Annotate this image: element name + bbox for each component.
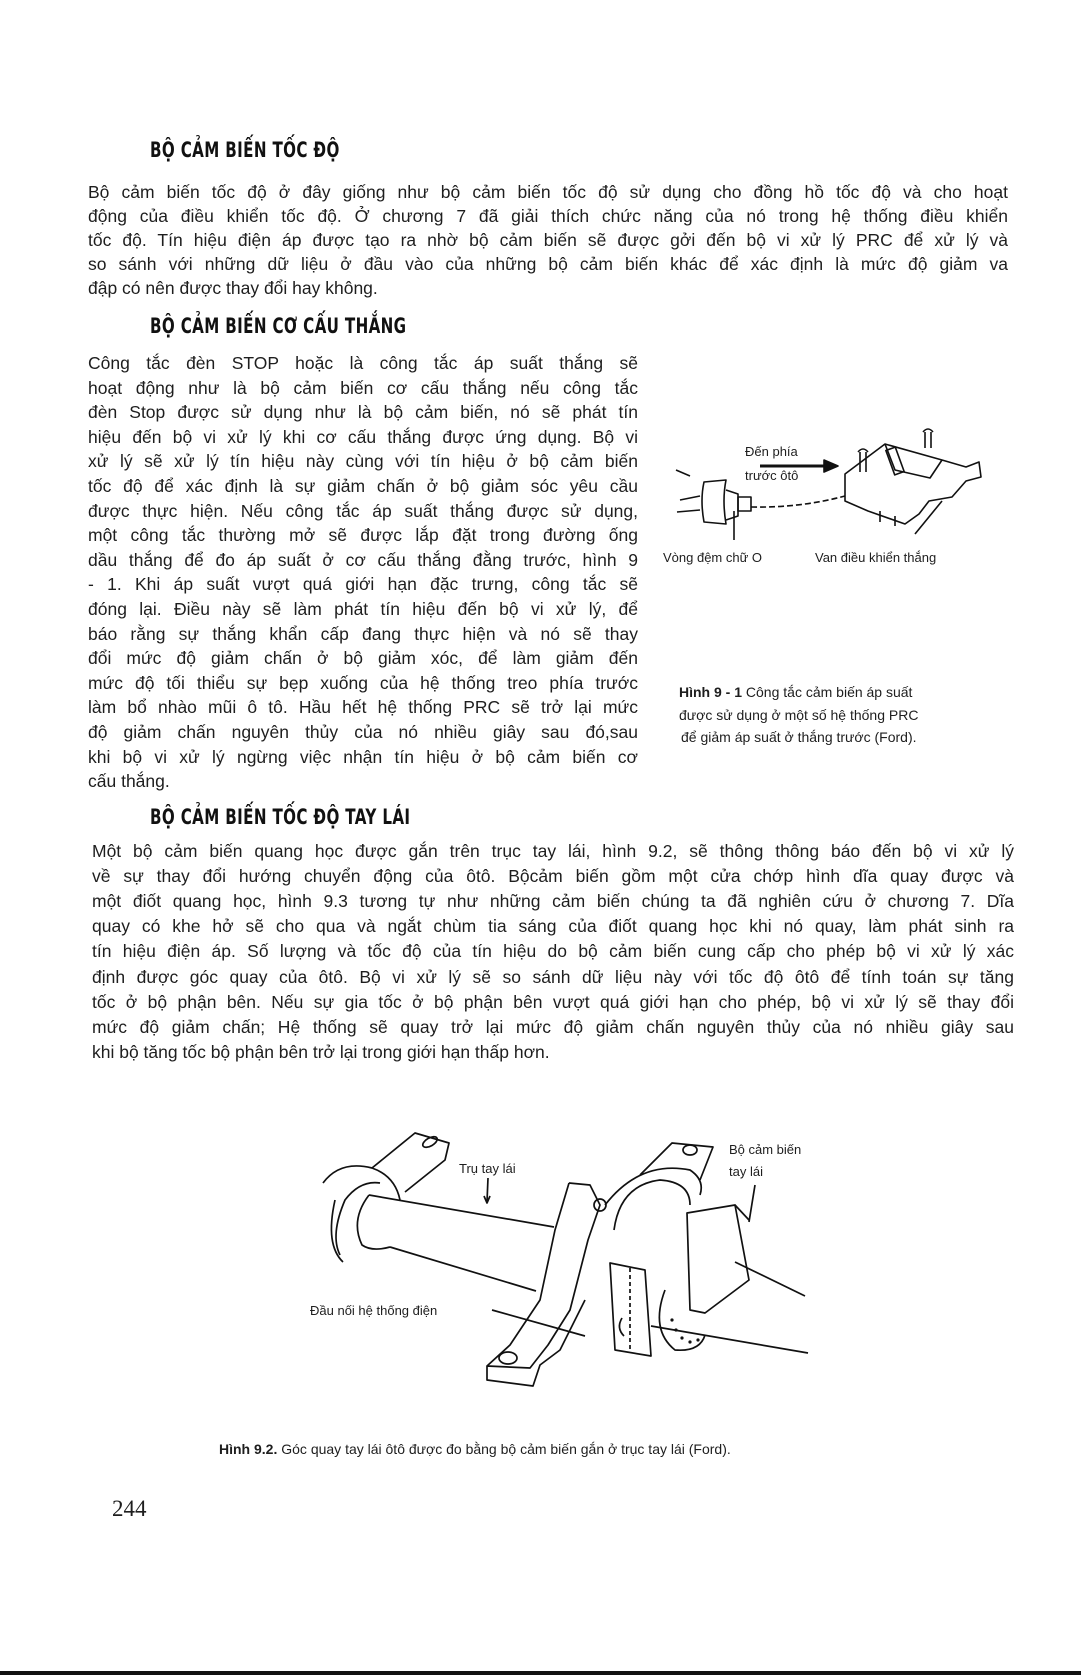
figure-9-1-brake-valve-drawing [676,429,981,540]
figure-9-2-label-column: Trụ tay lái [459,1161,516,1176]
text-line: về sự thay đổi hướng chuyển động của ôtô. Bộcảm biến gồm một cửa chớp hình dĩa quay được và [92,866,1014,887]
figure-9-2-caption [219,1438,731,1460]
text-line: đóng lại. Điều này sẽ làm phát tín hiệu đến bộ vi xử lý, để [88,599,638,619]
text-line: dầu thắng để đo áp suất ở cơ cấu thắng đằng trước, hình 9 [88,549,638,570]
figure-9-1-caption-number: Hình 9 - 1 [679,684,743,700]
text-line: đập có nên được thay đổi hay không. [88,278,378,298]
text-line: định được góc quay của ôtô. Bộ vi xử lý sẽ so sánh dữ liệu này với tốc độ ôtô để tính toán sự tăng [92,966,1014,987]
text-line: tốc độ để xác định là sự giảm chấn ở bộ giảm sóc yêu cầu [88,476,638,496]
text-line: một điốt quang học, hình 9.3 tương tự như những cảm biến chúng ta đã nghiên cứu ở chương 7. Dĩa [92,891,1014,912]
text-line: động của điều khiển tốc độ. Ở chương 7 đã giải thích chức năng của nó trong hệ thống điều khiển [88,206,1008,226]
text-line: hoạt động như là bộ cảm biến cơ cấu thắng nếu công tắc [88,377,638,398]
text-line: mức độ tối thiểu sự bẹp xuống của hệ thống treo phía trước [88,672,638,693]
scan-bottom-border [0,1671,1081,1675]
figure-9-2-label-sensor-line1: Bộ cảm biến [729,1142,802,1157]
text-line: đổi mức độ giảm chấn ở bộ giảm xóc, để làm giảm đến [88,648,638,669]
text-line: đèn Stop được sử dụng như là bộ cảm biến, nó sẽ phát tín [88,402,638,423]
text-line: độ giảm chấn nguyên thủy của nó nhiều giây sau đó,sau [88,722,638,742]
page-number: 244 [112,1496,147,1521]
text-line: làm bổ nhào mũi ô tô. Hầu hết hệ thống PRC sẽ trở lại mức [88,697,638,718]
figure-9-2-label-connector: Đầu nối hệ thống điện [310,1303,438,1318]
text-line: - 1. Khi áp suất vượt quá giới hạn đặc trưng, công tắc sẽ [88,574,638,595]
figure-9-1-caption-text: Công tắc cảm biến áp suất [742,684,913,700]
text-line: Một bộ cảm biến quang học được gắn trên trục tay lái, hình 9.2, sẽ thông thông báo đến bộ vi xử lý [92,841,1014,861]
text-line: cấu thắng. [88,771,170,792]
text-line: khi bộ vi xử lý ngừng việc nhận tín hiệu ở bộ cảm biến cơ [88,746,638,767]
text-line: so sánh với những dữ liệu ở đầu vào của những bộ cảm biến khác để xác định là mức độ giảm va [88,254,1008,274]
text-line: một công tắc thường mở sẽ được lắp đặt trong đường ống [88,525,638,546]
figure-9-1-arrow-label-line2: trước ôtô [745,468,799,483]
text-line: tốc độ. Tín hiệu điện áp được tạo ra nhờ bộ cảm biến sẽ được gởi đến bộ vi xử lý PRC để xử lý và [88,230,1008,250]
text-line: tốc ở bộ phận bên. Nếu sự gia tốc ở bộ phận bên vượt quá giới hạn cho phép, bộ vi xử lý sẽ thay đổi [92,991,1014,1012]
figure-9-2-caption-text: Góc quay tay lái ôtô được đo bằng bộ cảm biến gắn ở trục tay lái (Ford). [277,1441,731,1457]
figure-9-1-label-o-ring: Vòng đệm chữ O [663,550,763,565]
section-heading-speed-sensor: BỘ CẢM BIẾN TỐC ĐỘ [150,138,340,162]
text-line: khi bộ tăng tốc bộ phận bên trở lại trong giới hạn thấp hơn. [92,1041,550,1062]
text-line: mức độ giảm chấn; Hệ thống sẽ quay trở lại mức độ giảm chấn nguyên thủy của nó nhiều giây sau [92,1016,1014,1037]
text-line: báo rằng sự thắng khẩn cấp đang thực hiện và nó sẽ thay [88,623,638,644]
figure-9-1-caption-line3: để giảm áp suất ở thắng trước (Ford). [681,729,917,745]
figure-9-2-label-sensor-line2: tay lái [729,1164,763,1179]
section-heading-brake-sensor: BỘ CẢM BIẾN CƠ CẤU THẮNG [150,314,407,338]
figure-9-1-caption-line1 [679,681,912,703]
text-line: tín hiệu điện áp. Số lượng và tốc độ của tín hiệu do bộ cảm biến cung cấp cho phép bộ vi xử lý xác [92,941,1014,962]
text-line: xử lý sẽ xử lý tín hiệu này cùng với tín hiệu ở bộ cảm biến [88,451,638,472]
text-line: Bộ cảm biến tốc độ ở đây giống như bộ cảm biến tốc độ sử dụng cho đồng hồ tốc độ và cho hoạt [88,182,1008,202]
text-line: quay có khe hở sẽ cho qua và ngắt chùm tia sáng của điốt quang học khi nó quay, làm phát sinh ra [92,916,1014,937]
section-heading-steering-sensor: BỘ CẢM BIẾN TỐC ĐỘ TAY LÁI [150,805,411,829]
text-line: Công tắc đèn STOP hoặc là công tắc áp suất thắng sẽ [88,353,638,373]
figure-9-1-label-valve: Van điều khiển thắng [815,550,937,565]
text-line: hiệu đến bộ vi xử lý khi cơ cấu thắng được ứng dụng. Bộ vi [88,426,638,447]
text-line: được thực hiện. Nếu công tắc áp suất thắng được sử dụng, [88,500,638,521]
figure-9-1-arrow-label-line1: Đến phía [745,444,798,459]
figure-9-1-caption-line2: được sử dụng ở một số hệ thống PRC [679,707,919,723]
figure-9-2-caption-number: Hình 9.2. [219,1441,278,1457]
